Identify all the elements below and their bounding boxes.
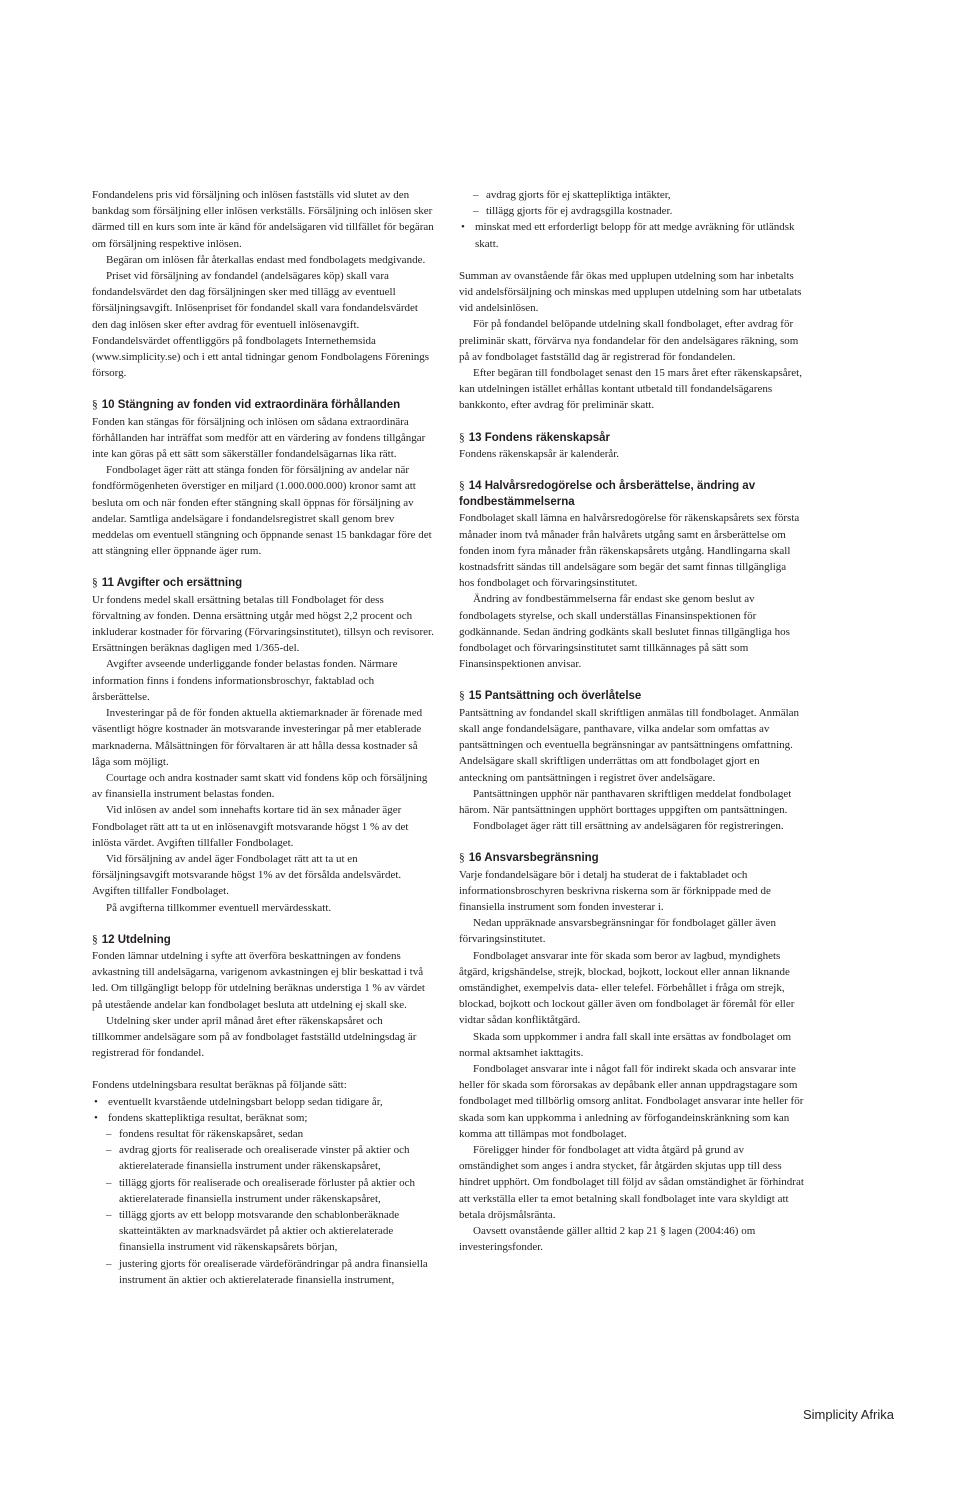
bullet-list	[92, 1094, 434, 1126]
paragraph: Varje fondandelsägare bör i detalj ha studerat de i faktabladet och informationsbroschyren beskrivna riskerna som är förknippade med de finansiella instrument som fonden investerar i.	[459, 868, 771, 913]
paragraph: Oavsett ovanstående gäller alltid 2 kap 21 § lagen (2004:46) om investeringsfonder.	[459, 1224, 756, 1254]
paragraph: Summan av ovanstående får ökas med upplupen utdelning som har inbetalts vid andelsförsäljning och minskas med upplupen utdelning som har utbetalats vid andelsinlösen.	[459, 269, 802, 315]
bullet-list	[459, 219, 804, 251]
paragraph: Vid försäljning av andel äger Fondbolaget rätt att ta ut en försäljningsavgift motsvarande högst 1% av det försålda andelsvärdet. Avgiften tillfaller Fondbolaget.	[92, 852, 402, 898]
paragraph: Ändring av fondbestämmelserna får endast ske genom beslut av fondbolagets styrelse, och skall underställas Finansinspektionen för godkännande. Sedan ändring godkänts skall beslutet finnas tillgängliga hos fondbolaget och förvaringsinstitutet samt tillkännages på sätt som Finansinspektionen anvisar.	[459, 593, 790, 671]
paragraph: Fondbolaget äger rätt att stänga fonden för försäljning av andelar när fondförmögenheten överstiger en miljard (1.000.000.000) kronor samt att besluta om och när fonden efter stängning skall öppnas för försäljning av andelar. Samtliga andelsägare i fondandelsregistret skall genom brev meddelas om eventuell stängning och öppnande senast 15 bankdagar före det att stängning eller öppnande äger rum.	[92, 464, 432, 558]
list-item: – tillägg gjorts för realiserade och orealiserade förluster på aktier och aktierelaterade finansiella instrument under räkenskapsåret,	[92, 1175, 434, 1207]
paragraph: På avgifterna tillkommer eventuell mervärdesskatt.	[106, 901, 332, 914]
paragraph: Efter begäran till fondbolaget senast den 15 mars året efter räkenskapsåret, kan utdelningen istället erhållas kontant utbetald till fondandelsägarens bankkonto, efter avdrag för preliminär skatt.	[459, 367, 802, 412]
list-item: • fondens skattepliktiga resultat, beräknat som;	[92, 1110, 434, 1126]
paragraph: Pantsättning av fondandel skall skriftligen anmälas till fondbolaget. Anmälan skall ange fondandelsägare, panthavare, vilka andelar som omfattas av pantsättningen och eventuella begränsningar av pantsättningens omfattning. Andelsägare skall skriftligen underrättas om att fondbolaget gjort en anteckning om pantsättningen i registret över andelsägare.	[459, 706, 800, 784]
paragraph: Fondandelens pris vid försäljning och inlösen fastställs vid slutet av den bankdag som försäljning eller inlösen verkställs. Försäljning och inlösen sker därmed till en kurs som inte är känd för andelsägaren vid tillfället för begäran om försäljning respektive inlösen.	[92, 189, 434, 250]
paragraph: Fondbolaget ansvarar inte i något fall för indirekt skada och ansvarar inte heller för skada som förorsakas av depåbank eller annan uppdragstagare som fondbolaget med tillbörlig omsorg anlitat. Fondbolaget ansvarar inte heller för skada som kan uppkomma i anledning av förfogandeinskränkning som kan komma att tillämpas mot fondbolaget.	[459, 1062, 804, 1140]
list-item: – avdrag gjorts för realiserade och orealiserade vinster på aktier och aktierelaterade finansiella instrument under räkenskapsåret,	[92, 1142, 434, 1174]
paragraph: Pantsättningen upphör när panthavaren skriftligen meddelat fondbolaget härom. När pantsättningen upphört borttages uppgiften om pantsättningen.	[459, 787, 792, 816]
list-item: – fondens resultat för räkenskapsåret, sedan	[92, 1126, 434, 1142]
paragraph: Avgifter avseende underliggande fonder belastas fonden. Närmare information finns i fondens informationsbroschyr, faktablad och årsberättelse.	[92, 658, 398, 703]
paragraph: Vid inlösen av andel som innehafts kortare tid än sex månader äger Fondbolaget rätt att ta ut en inlösenavgift motsvarande högst 1 % av det inlösta värdet. Avgiften tillfaller Fondbolaget.	[92, 804, 409, 849]
section-15-heading: § 15 Pantsättning och överlåtelse	[459, 690, 642, 703]
dash-list	[459, 187, 804, 219]
footer-title: Simplicity Afrika	[802, 1407, 894, 1422]
paragraph: Fonden lämnar utdelning i syfte att överföra beskattningen av fondens avkastning till andelsägarna, varigenom avkastningen ej blir beskattad i två led. Om tillgängligt belopp för utdelning beräknas understiga 1 % av värdet på utestående andelar kan fondbolaget besluta att utdelning ej skall ske.	[92, 949, 425, 1011]
paragraph: Fonden kan stängas för försäljning och inlösen om sådana extraordinära förhållanden har inträffat som medför att en värdering av fondens tillgångar inte kan göras på ett sätt som säkerställer fondandelsägarnas lika rätt.	[92, 415, 426, 461]
section-16-heading: § 16 Ansvarsbegränsning	[459, 852, 599, 865]
list-item: – justering gjorts för orealiserade värdeförändringar på andra finansiella instrument än aktier och aktierelaterade finansiella instrument,	[92, 1256, 434, 1288]
section-10-heading: § 10 Stängning av fonden vid extraordinära förhållanden	[92, 399, 401, 412]
paragraph: Fondens räkenskapsår är kalenderår.	[459, 447, 620, 460]
paragraph: Fondbolaget skall lämna en halvårsredogörelse för räkenskapsårets sex första månader inom två månader från halvårets utgång samt en årsberättelse om fonden inom fyra månader från räkenskapsårets utgång. Handlingarna skall kostnadsfritt sändas till andelsägare som begär det samt finnas tillgängliga hos fondbolaget och förvaringsinstitutet.	[459, 512, 800, 590]
list-item: – tillägg gjorts av ett belopp motsvarande den schablonberäknade skatteintäkten av marknadsvärdet på aktier och aktierelaterade finansiella instrument vid räkenskapsårets början,	[92, 1207, 434, 1256]
list-item: • minskat med ett erforderligt belopp för att medge avräkning för utländsk skatt.	[459, 219, 804, 251]
paragraph: Fondens utdelningsbara resultat beräknas på följande sätt:	[92, 1079, 347, 1092]
paragraph: För på fondandel belöpande utdelning skall fondbolaget, efter avdrag för preliminär skatt, förvärva nya fondandelar för den andelsägares räkning, som på av fondbolaget fastställd dag är registrerad för fondandelen.	[459, 318, 799, 363]
paragraph: Priset vid försäljning av fondandel (andelsägares köp) skall vara fondandelsvärdet den dag försäljningen sker med tillägg av eventuell försäljningsavgift. Inlösenpriset för fondandel skall vara fondandelsvärdet den dag inlösen sker efter avdrag för eventuell inlösenavgift. Fondandelsvärdet offentliggörs på fondbolagets Internethemsida (www.simplicity.se) och i ett antal tidningar genom Fondbolagens Förenings försorg.	[92, 270, 430, 380]
paragraph: Fondbolaget ansvarar inte för skada som beror av lagbud, myndighets åtgärd, krigshändelse, strejk, blockad, bojkott, lockout eller annan liknande omständighet, exempelvis data- eller telefel. Förbehållet i fråga om strejk, blockad, bojkott och lockout gäller även om fondbolaget är föremål för eller vidtar sådan konfliktåtgärd.	[459, 949, 795, 1027]
right-column	[459, 187, 804, 1255]
paragraph: Fondbolaget äger rätt till ersättning av andelsägaren för registreringen.	[473, 820, 784, 833]
paragraph: Ur fondens medel skall ersättning betalas till Fondbolaget för dess förvaltning av fonden. Denna ersättning utgår med högst 2,2 procent och inkluderar kostnader för förvaring (Förvaringsinstitutet), tillsyn och revisorer. Ersättningen beräknas dagligen med 1/365-del.	[92, 593, 434, 655]
paragraph: Nedan uppräknade ansvarsbegränsningar för fondbolaget gäller även förvaringsinstitutet.	[459, 917, 776, 946]
paragraph: Föreligger hinder för fondbolaget att vidta åtgärd på grund av omständighet som anges i andra stycket, får åtgärden skjutas upp till dess hindret upphört. Om fondbolaget till följd av sådan omständighet är förhindrat att verkställa eller ta emot betalning skall fondbolaget inte vara skyldigt att betala dröjsmålsränta.	[459, 1143, 804, 1221]
paragraph: Utdelning sker under april månad året efter räkenskapsåret och tillkommer andelsägare som på av fondbolaget fastställd utdelningsdag är registrerad för fondandel.	[92, 1014, 417, 1060]
dash-list	[92, 1126, 434, 1288]
paragraph: Investeringar på de för fonden aktuella aktiemarknader är förenade med väsentligt högre kostnader än motsvarande investeringar på mer etablerade marknaderna. Målsättningen för förvaltaren är att hålla dessa kostnader så låga som möjligt.	[92, 707, 423, 768]
list-item: • eventuellt kvarstående utdelningsbart belopp sedan tidigare år,	[92, 1094, 434, 1110]
left-column	[92, 187, 434, 1288]
paragraph: Begäran om inlösen får återkallas endast med fondbolagets medgivande.	[106, 253, 426, 266]
list-item: – tillägg gjorts för ej avdragsgilla kostnader.	[459, 203, 804, 219]
section-12-heading: § 12 Utdelning	[92, 933, 171, 946]
paragraph: Skada som uppkommer i andra fall skall inte ersättas av fondbolaget om normal aktsamhet iakttagits.	[459, 1030, 792, 1059]
section-13-heading: § 13 Fondens räkenskapsår	[459, 431, 611, 444]
section-14-heading: § 14 Halvårsredogörelse och årsberättelse, ändring av fondbestämmelserna	[459, 480, 756, 509]
list-item: – avdrag gjorts för ej skattepliktiga intäkter,	[459, 187, 804, 203]
section-11-heading: § 11 Avgifter och ersättning	[92, 577, 243, 590]
paragraph: Courtage och andra kostnader samt skatt vid fondens köp och försäljning av finansiella instrument belastas fonden.	[92, 771, 428, 801]
